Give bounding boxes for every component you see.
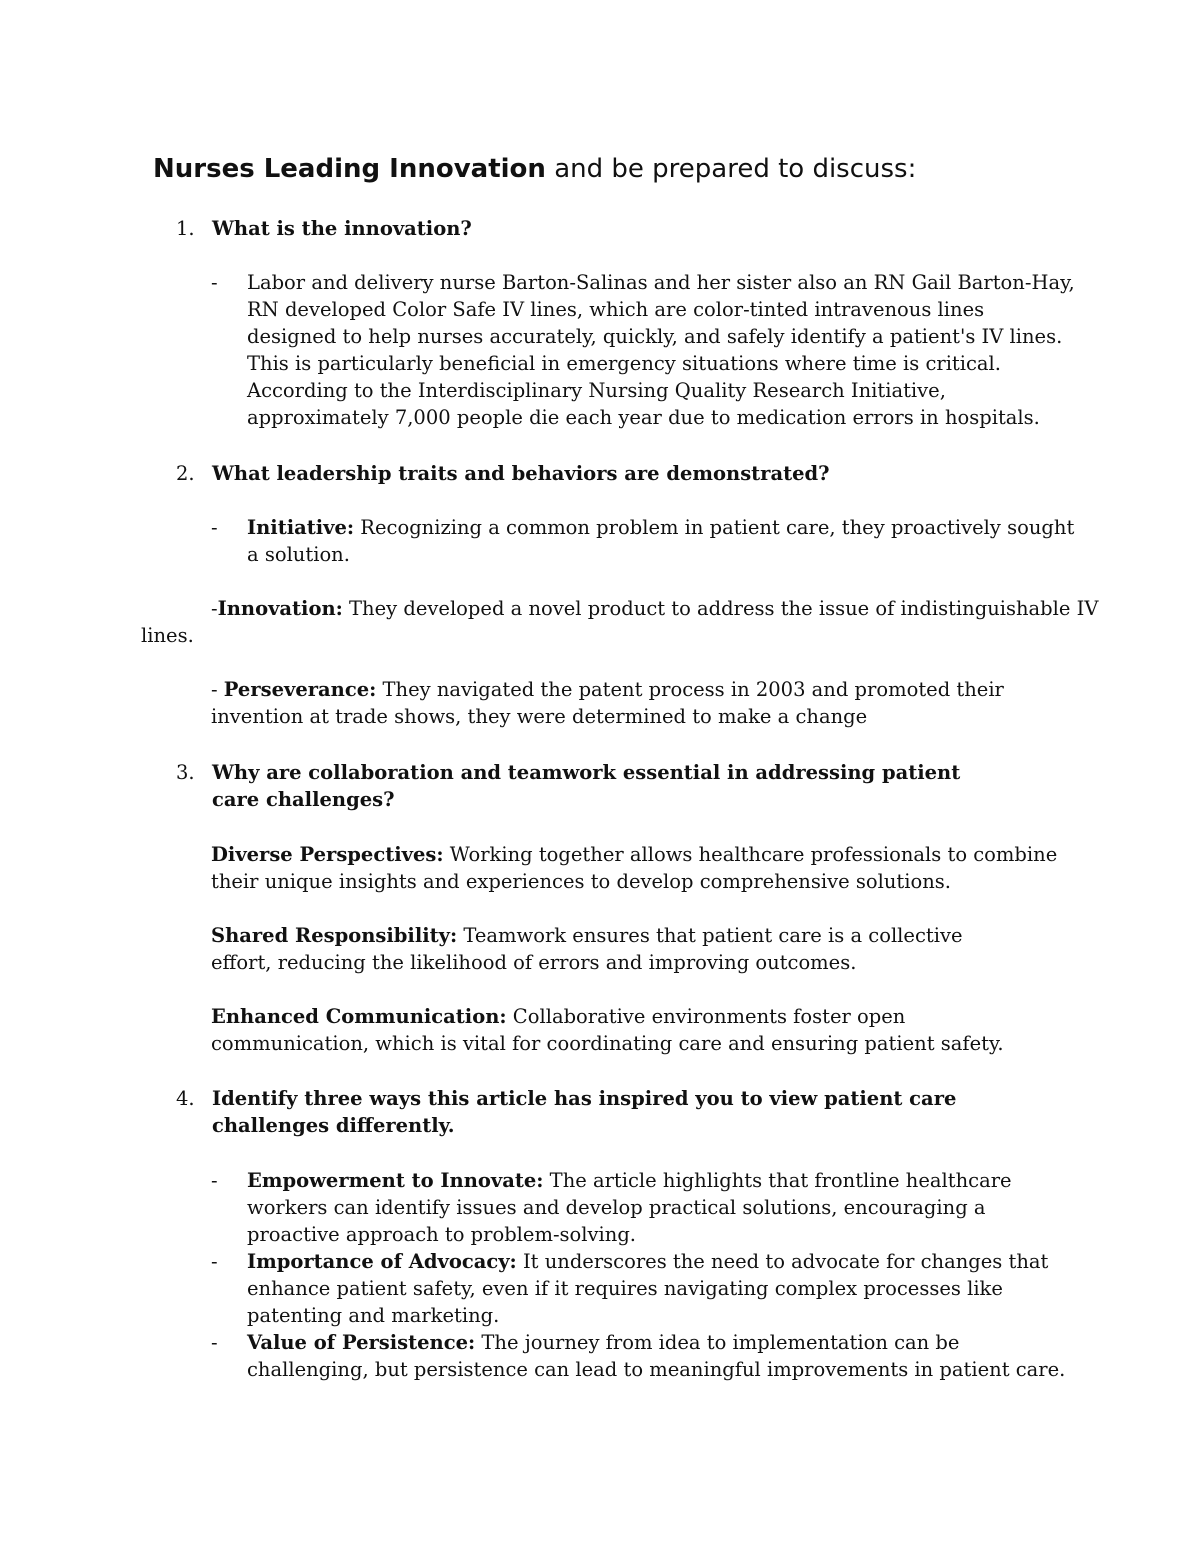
bullet-dash: - bbox=[211, 271, 218, 294]
collab-enhanced-communication bbox=[211, 1003, 1041, 1057]
question-number: 2. bbox=[176, 462, 195, 485]
point-label: Enhanced Communication: bbox=[211, 1005, 507, 1028]
bullet-dash: - bbox=[211, 1331, 218, 1354]
bullet-dash: - bbox=[211, 1169, 218, 1192]
question-number: 3. bbox=[176, 761, 195, 784]
bullet-dash: - bbox=[211, 516, 218, 539]
trait-label: Initiative: bbox=[247, 516, 355, 539]
question-text: Identify three ways this article has inspired you to view patient care challenges differently. bbox=[212, 1087, 957, 1137]
inspiration-body bbox=[247, 1167, 1077, 1248]
inspiration-label: Importance of Advocacy: bbox=[247, 1250, 517, 1273]
inspiration-body bbox=[247, 1248, 1077, 1329]
inspiration-label: Empowerment to Innovate: bbox=[247, 1169, 544, 1192]
page-title bbox=[153, 151, 916, 187]
trait-label: Perseverance: bbox=[223, 678, 377, 701]
point-label: Shared Responsibility: bbox=[211, 924, 458, 947]
title-rest: and be prepared to discuss: bbox=[545, 154, 917, 184]
trait-innovation bbox=[211, 595, 1098, 622]
question-text: What is the innovation? bbox=[212, 217, 472, 240]
trait-text: Recognizing a common problem in patient care, they proactively sought a solution. bbox=[247, 516, 1075, 566]
trait-text: They developed a novel product to address the issue of indistinguishable IV bbox=[342, 597, 1099, 620]
point-label: Diverse Perspectives: bbox=[211, 843, 444, 866]
question-text: What leadership traits and behaviors are demonstrated? bbox=[212, 462, 830, 485]
collab-shared-responsibility bbox=[211, 922, 1011, 976]
trait-innovation-wrap: lines. bbox=[141, 624, 194, 647]
trait-perseverance bbox=[211, 676, 1071, 730]
inspiration-text: The article highlights that frontline healthcare workers can identify issues and develop practical solutions, encouraging a proactive approach to problem-solving. bbox=[247, 1169, 1012, 1246]
title-bold: Nurses Leading Innovation bbox=[153, 154, 546, 184]
point-text: Teamwork ensures that patient care is a collective effort, reducing the likelihood of errors and improving outcomes. bbox=[211, 924, 963, 974]
collab-diverse-perspectives bbox=[211, 841, 1071, 895]
inspiration-text: The journey from idea to implementation can be challenging, but persistence can lead to meaningful improvements in patient care. bbox=[247, 1331, 1066, 1381]
bullet-dash: - bbox=[211, 1250, 218, 1273]
answer-text: Labor and delivery nurse Barton-Salinas and her sister also an RN Gail Barton-Hay, RN developed Color Safe IV lines, which are color-tinted intravenous lines designed to help nurses accurately, quickly, and safely identify a patient's IV lines. This is particularly beneficial in emergency situations where time is critical. According to the Interdisciplinary Nursing Quality Research Initiative, approximately 7,000 people die each year due to medication errors in hospitals. bbox=[247, 271, 1075, 429]
inspiration-label: Value of Persistence: bbox=[247, 1331, 476, 1354]
inspiration-text: It underscores the need to advocate for changes that enhance patient safety, even if it requires navigating complex processes like patenting and marketing. bbox=[247, 1250, 1049, 1327]
trait-label: Innovation: bbox=[217, 597, 343, 620]
inspiration-body bbox=[247, 1329, 1077, 1383]
question-number: 4. bbox=[176, 1087, 195, 1110]
point-text: Working together allows healthcare professionals to combine their unique insights and experiences to develop comprehensive solutions. bbox=[211, 843, 1058, 893]
trait-body bbox=[247, 514, 1077, 568]
trait-text: They navigated the patent process in 2003 and promoted their invention at trade shows, they were determined to make a change bbox=[211, 678, 1004, 728]
question-text: Why are collaboration and teamwork essential in addressing patient care challenges? bbox=[212, 761, 961, 811]
trait-prefix: - bbox=[211, 678, 224, 701]
trait-prefix: - bbox=[211, 597, 218, 620]
point-text: Collaborative environments foster open communication, which is vital for coordinating care and ensuring patient safety. bbox=[211, 1005, 1004, 1055]
question-number: 1. bbox=[176, 217, 195, 240]
